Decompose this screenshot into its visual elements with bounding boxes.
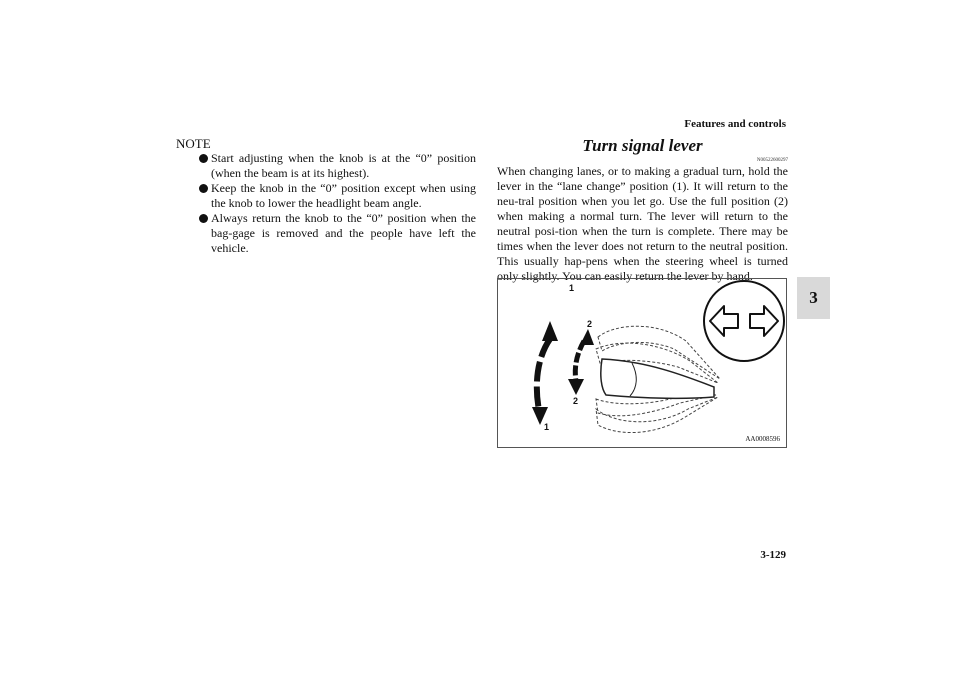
label-1-top: 1: [569, 283, 575, 293]
figure-code: AA0008596: [745, 435, 780, 443]
section-title: Turn signal lever: [582, 136, 703, 155]
chapter-tab: 3: [797, 277, 830, 319]
page-number: 3-129: [760, 549, 786, 561]
note-item: Keep the knob in the “0” position except when using the knob to lower the headlight beam angle.: [176, 181, 476, 211]
note-item: Start adjusting when the knob is at the “0” position (when the beam is at its highest).: [176, 151, 476, 181]
note-title: NOTE: [176, 136, 211, 151]
label-2-bottom: 2: [573, 396, 579, 406]
section-body: When changing lanes, or to making a gradual turn, hold the lever in the “lane change” position (1). It will return to the neu-tral position when you let go. Use the full position (2) when making a normal turn. The lever will return to the neutral posi-tion when the turn is complete. There may be times when the lever does not return to the neutral position. This usually hap-pens when the steering wheel is turned only slightly. You can easily return the lever by hand.: [497, 164, 788, 283]
note-item: Always return the knob to the “0” position when the bag-gage is removed and the people have left the vehicle.: [176, 211, 476, 256]
turn-signal-diagram: [498, 279, 788, 449]
lever-position-down-full: [596, 397, 718, 433]
label-1-bottom: 1: [544, 422, 550, 432]
label-2-top: 2: [587, 319, 593, 329]
left-arrow-icon: [710, 306, 738, 336]
note-list: [176, 151, 476, 256]
section-code: N00522600297: [756, 158, 788, 163]
turn-signal-lever: [601, 359, 714, 398]
turn-signal-section: [497, 136, 788, 284]
right-arrow-icon: [750, 306, 778, 336]
arrow-up-icon: [542, 321, 558, 341]
turn-signal-figure: [497, 278, 787, 448]
page-header: Features and controls: [684, 118, 786, 130]
note-block: [176, 136, 476, 256]
